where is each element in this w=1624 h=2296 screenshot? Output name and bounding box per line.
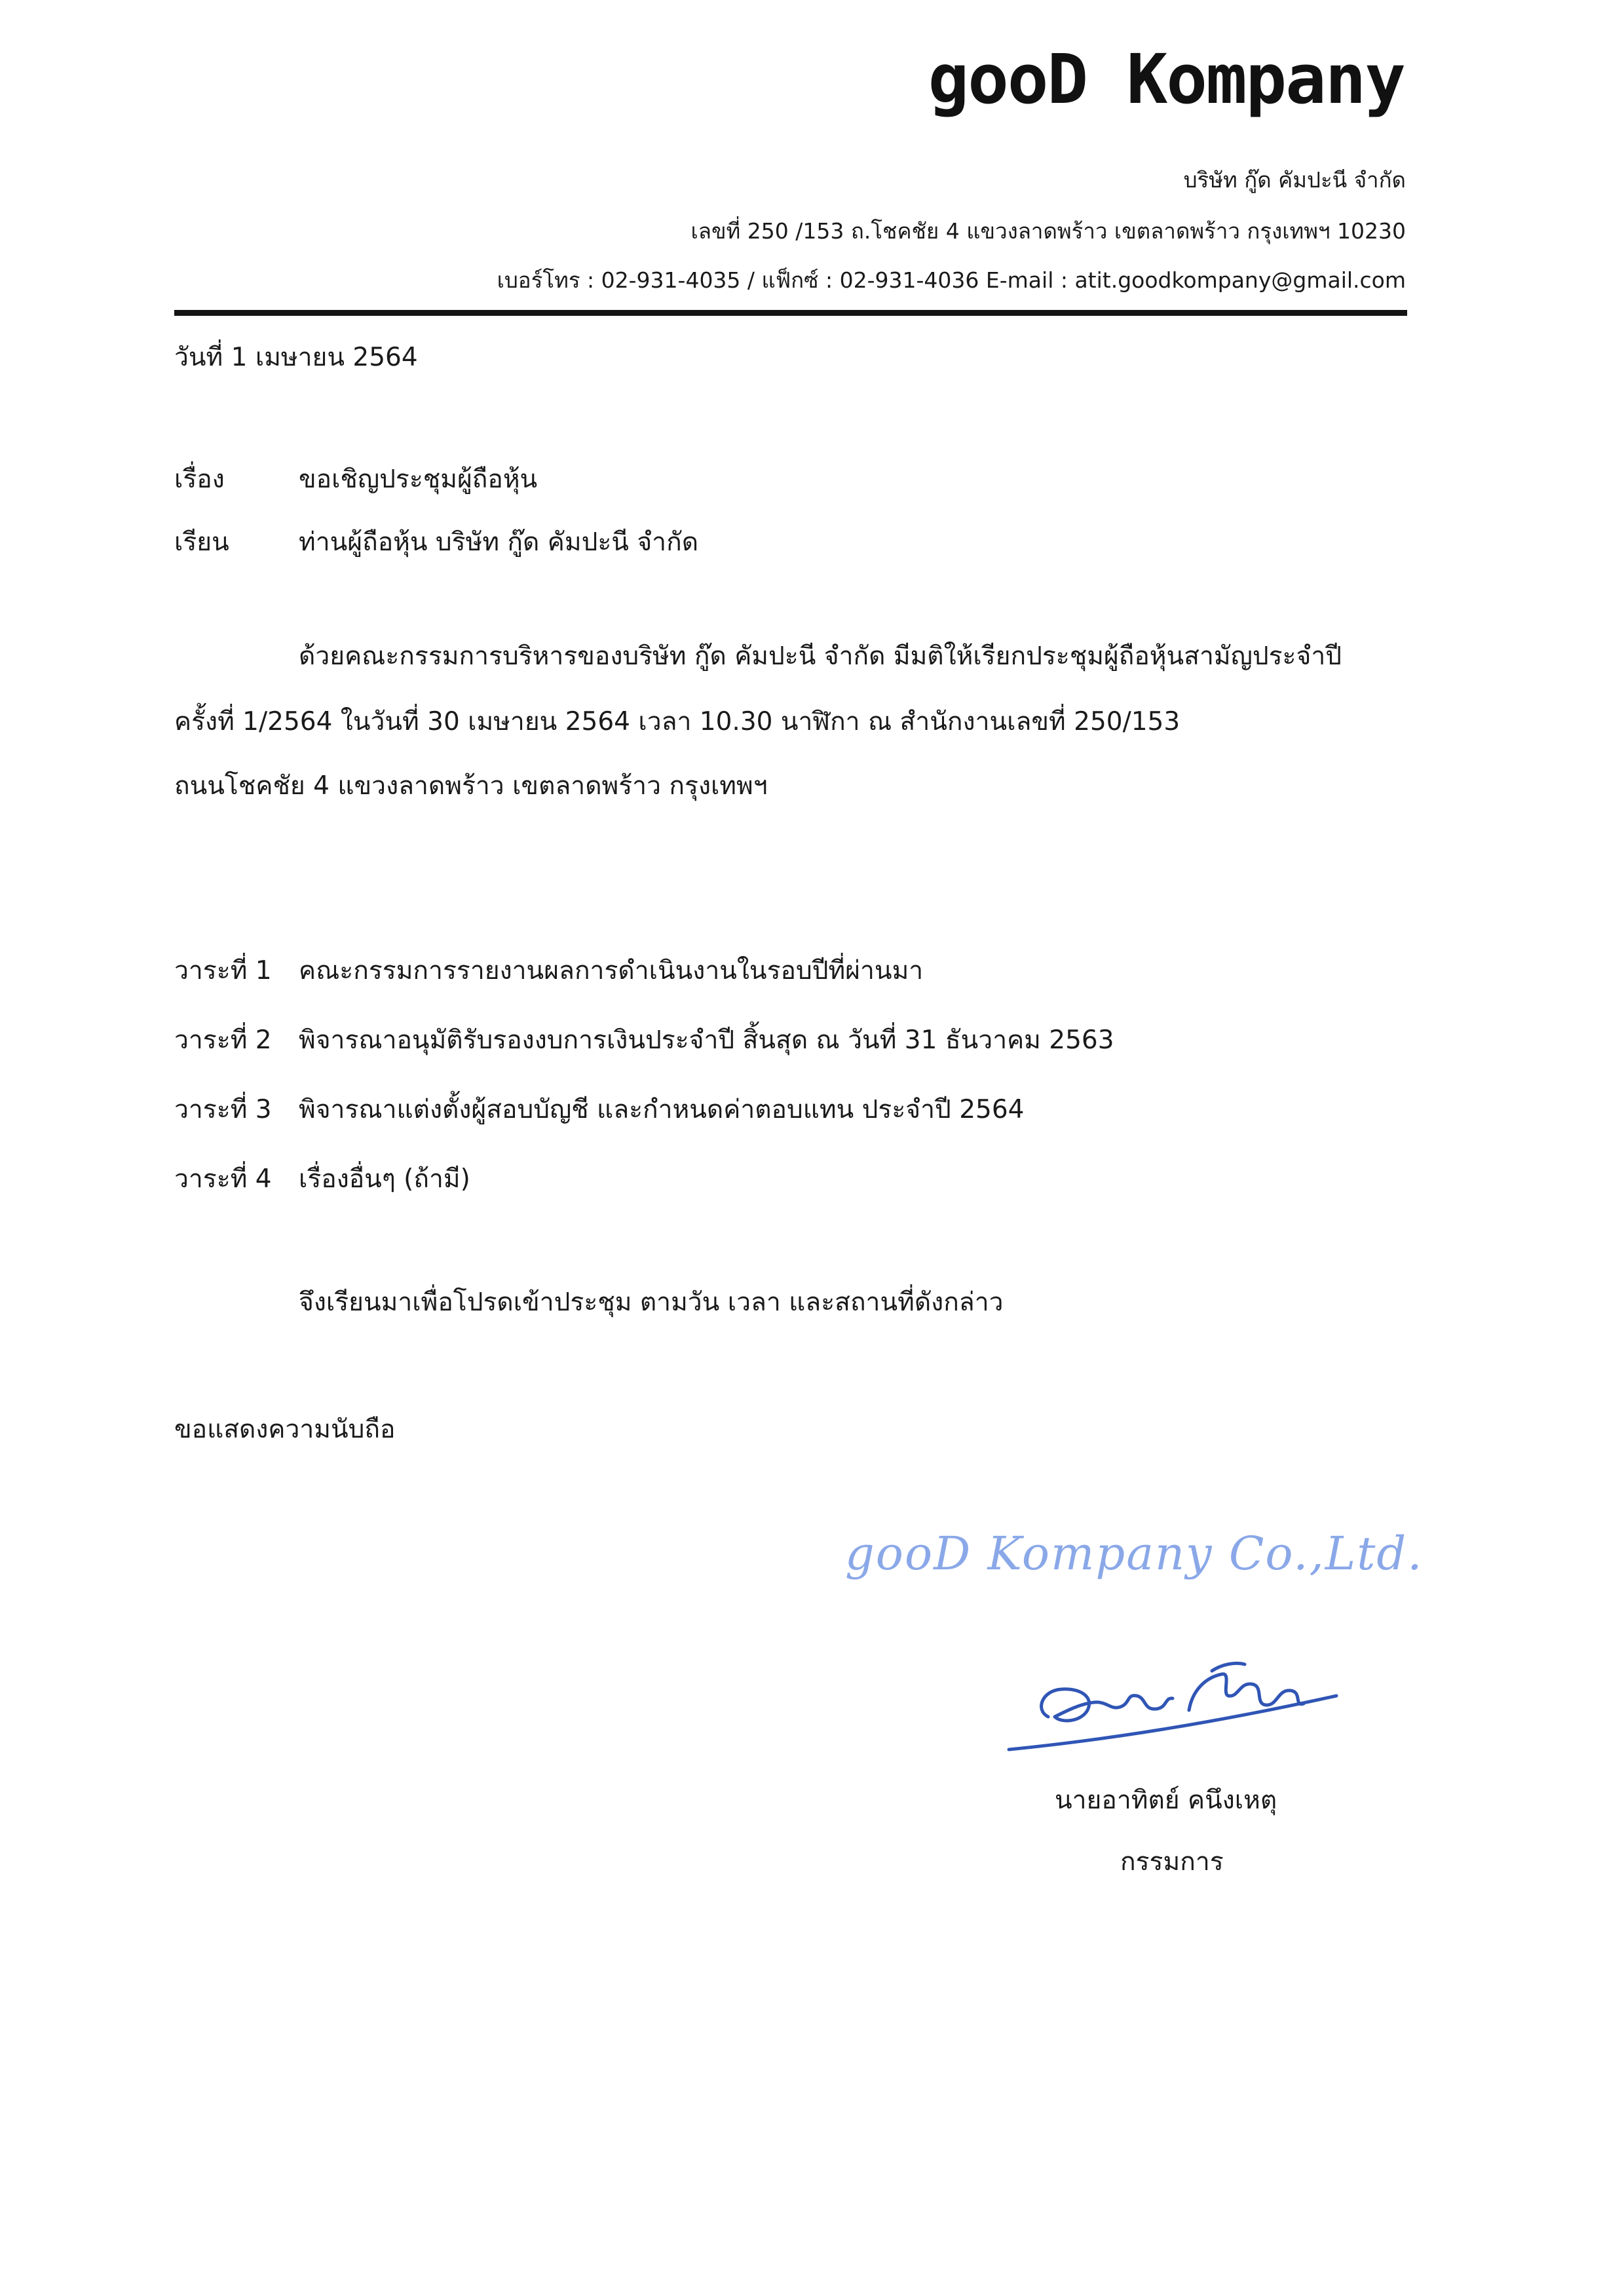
company-address: เลขที่ 250 /153 ถ.โชคชัย 4 แขวงลาดพร้าว เขตลาดพร้าว กรุงเทพฯ 10230 bbox=[690, 218, 1406, 244]
header-divider bbox=[174, 310, 1407, 316]
agenda-item-text: คณะกรรมการรายงานผลการดำเนินงานในรอบปีที่ผ่านมา bbox=[299, 956, 924, 985]
agenda-item-label: วาระที่ 4 bbox=[174, 1164, 272, 1194]
body-line: ถนนโชคชัย 4 แขวงลาดพร้าว เขตลาดพร้าว กรุงเทพฯ bbox=[174, 771, 768, 801]
subject-text: ขอเชิญประชุมผู้ถือหุ้น bbox=[299, 465, 538, 494]
agenda-item-label: วาระที่ 2 bbox=[174, 1025, 272, 1055]
agenda-item-text: เรื่องอื่นๆ (ถ้ามี) bbox=[299, 1164, 470, 1194]
company-logo: gooD Kompany bbox=[928, 39, 1405, 119]
handwritten-signature bbox=[996, 1618, 1350, 1763]
agenda-item-text: พิจารณาอนุมัติรับรองงบการเงินประจำปี สิ้นสุด ณ วันที่ 31 ธันวาคม 2563 bbox=[299, 1025, 1114, 1055]
letter-date: วันที่ 1 เมษายน 2564 bbox=[174, 343, 418, 372]
company-contact: เบอร์โทร : 02-931-4035 / แฟ็กซ์ : 02-931-4036 E-mail : atit.goodkompany@gmail.com bbox=[497, 267, 1406, 293]
subject-label: เรื่อง bbox=[174, 465, 225, 494]
agenda-item-label: วาระที่ 3 bbox=[174, 1095, 272, 1124]
regards-text: ขอแสดงความนับถือ bbox=[174, 1415, 396, 1444]
body-line: ครั้งที่ 1/2564 ในวันที่ 30 เมษายน 2564 เวลา 10.30 นาฬิกา ณ สำนักงานเลขที่ 250/153 bbox=[174, 707, 1180, 737]
closing-text: จึงเรียนมาเพื่อโปรดเข้าประชุม ตามวัน เวลา และสถานที่ดังกล่าว bbox=[299, 1288, 1004, 1317]
agenda-item-text: พิจารณาแต่งตั้งผู้สอบบัญชี และกำหนดค่าตอบแทน ประจำปี 2564 bbox=[299, 1095, 1025, 1124]
recipient-text: ท่านผู้ถือหุ้น บริษัท กู๊ด คัมปะนี จำกัด bbox=[299, 527, 699, 557]
signer-name: นายอาทิตย์ คนึงเหตุ bbox=[1055, 1786, 1277, 1815]
body-line: ด้วยคณะกรรมการบริหารของบริษัท กู๊ด คัมปะนี จำกัด มีมติให้เรียกประชุมผู้ถือหุ้นสามัญประจำปี bbox=[299, 641, 1342, 671]
recipient-label: เรียน bbox=[174, 527, 229, 557]
signer-title: กรรมการ bbox=[1120, 1847, 1224, 1877]
agenda-item-label: วาระที่ 1 bbox=[174, 956, 272, 985]
company-stamp: gooD Kompany Co.,Ltd. bbox=[845, 1527, 1424, 1580]
company-name: บริษัท กู๊ด คัมปะนี จำกัด bbox=[1183, 167, 1406, 193]
